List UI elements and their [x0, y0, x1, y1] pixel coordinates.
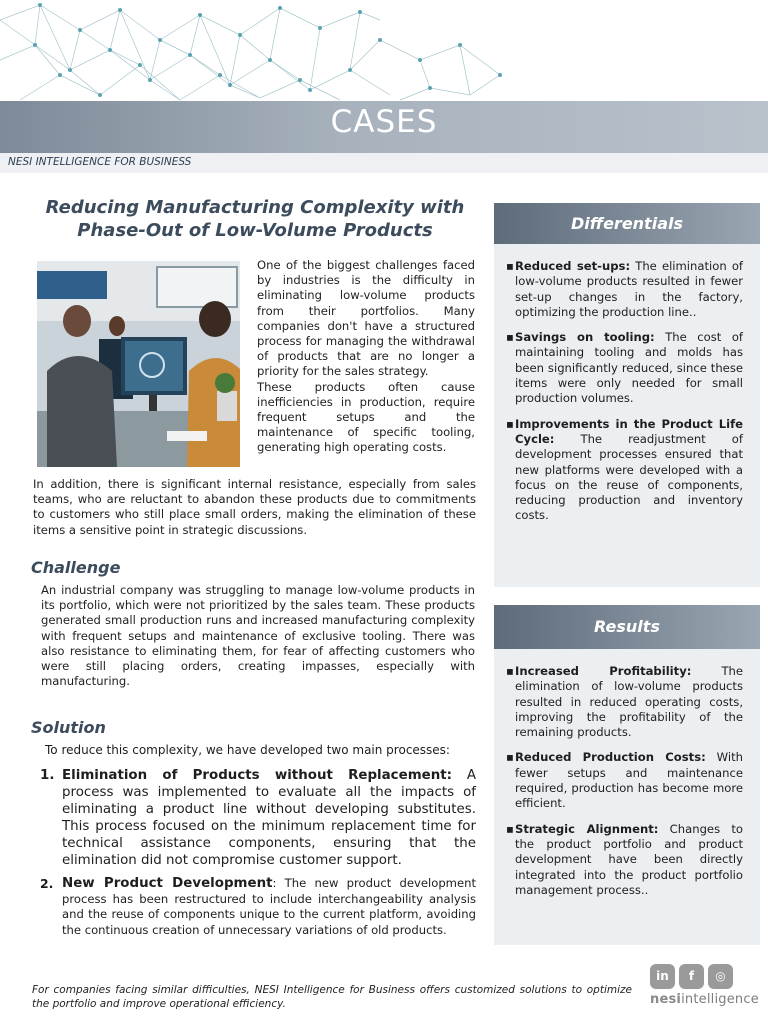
solution-title: New Product Development [62, 876, 273, 891]
item-text: The elimination of low-volume products resulted in fewer set-up changes in the factory, optimizing the production line.. [515, 259, 744, 319]
results-panel [494, 605, 760, 945]
intro-paragraph-3: In addition, there is significant internal resistance, especially from sales teams, who are reluctant to abandon these products due to commitments to customers who still place small orders, making the elimination of these items a sensitive point in strategic discussions. [33, 477, 476, 537]
bullet-icon: ▪ [506, 259, 514, 273]
differentials-panel [494, 203, 760, 587]
list-item [506, 259, 743, 320]
solution-number: 2. [40, 876, 54, 891]
bullet-icon: ▪ [506, 416, 514, 431]
network-pattern [0, 0, 768, 104]
social-links [650, 964, 733, 989]
challenge-text: An industrial company was struggling to manage low-volume products in its portfolio, which were not prioritized by the sales team. These products generated small production runs and increased manufacturing complexity with frequent setups and maintenance of exclusive tooling. There was also resistance to eliminating them, for fear of affecting customers who were still placing orders, creating impasses, especially with manufacturing. [41, 583, 475, 689]
article-title-line2: Phase-Out of Low-Volume Products [77, 220, 433, 241]
solution-intro: To reduce this complexity, we have developed two main processes: [45, 743, 450, 757]
solution-title: Elimination of Products without Replacement: [62, 768, 453, 783]
solution-item [40, 767, 476, 869]
solution-heading: Solution [31, 718, 106, 737]
item-title: Increased Profitability: [515, 664, 692, 678]
solution-number: 1. [40, 768, 55, 783]
item-title: Strategic Alignment: [515, 821, 659, 836]
bullet-icon: ▪ [506, 821, 514, 836]
results-list [494, 649, 760, 898]
intro-paragraph-1: One of the biggest challenges faced by industries is the difficulty in eliminating low-volume products from their portfolios. Many companies don't have a structured process for managing the withdrawal of products that are no longer a priority for the sales strategy. [257, 258, 475, 379]
item-title: Reduced Production Costs: [515, 750, 706, 765]
brand-part-intelligence: intelligence [681, 992, 759, 1007]
intro-text-right [257, 258, 475, 456]
list-item-text [515, 822, 743, 898]
list-item [506, 417, 743, 524]
item-text: With fewer setups and maintenance required, production has become more efficient. [515, 750, 743, 811]
results-heading: Results [494, 605, 760, 649]
solution-text: A process was implemented to evaluate all the impacts of eliminating a product line without developing substitutes. This process focused on the minimum replacement time for technical assistance components, ensuring that the elimination did not compromise customer support. [62, 768, 476, 868]
office-team-photo [37, 261, 240, 467]
bullet-icon: ▪ [506, 750, 514, 765]
item-title: Reduced set-ups: [515, 259, 631, 273]
item-text: The cost of maintaining tooling and molds has been significantly reduced, since these items were only needed for small production volumes. [515, 330, 743, 406]
article-title [30, 196, 480, 242]
differentials-list [494, 244, 760, 524]
item-title: Improvements in the Product Life Cycle: [515, 416, 743, 446]
item-text: Changes to the product portfolio and product development have been directly integrated into the product portfolio management process.. [515, 821, 743, 897]
list-item-text [515, 664, 743, 740]
tagline: NESI INTELLIGENCE FOR BUSINESS [8, 156, 192, 168]
list-item [506, 330, 743, 406]
brand-part-nesi: nesi [650, 992, 682, 1007]
solution-body [62, 876, 476, 938]
item-text: The elimination of low-volume products resulted in reduced operating costs, improving the profitability of the remaining products. [515, 664, 744, 740]
item-title: Savings on tooling: [515, 330, 655, 345]
instagram-icon[interactable]: ◎ [708, 964, 733, 989]
list-item [506, 664, 743, 740]
bullet-icon: ▪ [506, 330, 514, 345]
solution-text: : The new product development process has been restructured to include interchangeability analysis and the reuse of components unique to the current platform, avoiding the continuous creation of unnecessary variations of old products. [62, 876, 476, 937]
footer-note: For companies facing similar difficulties, NESI Intelligence for Business offers customized solutions to optimize the portfolio and improve operational efficiency. [32, 984, 632, 1010]
challenge-heading: Challenge [31, 558, 121, 577]
solution-list [40, 767, 476, 945]
list-item-text [515, 259, 743, 320]
article-title-line1: Reducing Manufacturing Complexity with [45, 197, 465, 218]
intro-paragraph-2: These products often cause inefficiencies in production, require frequent setups and the maintenance of specific tooling, generating high operating costs. [257, 379, 475, 455]
differentials-heading: Differentials [494, 203, 760, 244]
brand-logo [650, 992, 759, 1007]
bullet-icon: ▪ [506, 664, 514, 678]
item-text: The readjustment of development processes ensured that new platforms were developed with a focus on the reuse of components, reducing production and inventory costs. [515, 431, 743, 523]
solution-item [40, 876, 476, 938]
list-item [506, 750, 743, 811]
list-item-text [515, 750, 743, 811]
solution-body [62, 767, 476, 869]
list-item [506, 822, 743, 898]
linkedin-icon[interactable]: in [650, 964, 675, 989]
list-item-text [515, 417, 743, 524]
banner-title: CASES [330, 104, 438, 140]
facebook-icon[interactable]: f [679, 964, 704, 989]
list-item-text [515, 330, 743, 406]
